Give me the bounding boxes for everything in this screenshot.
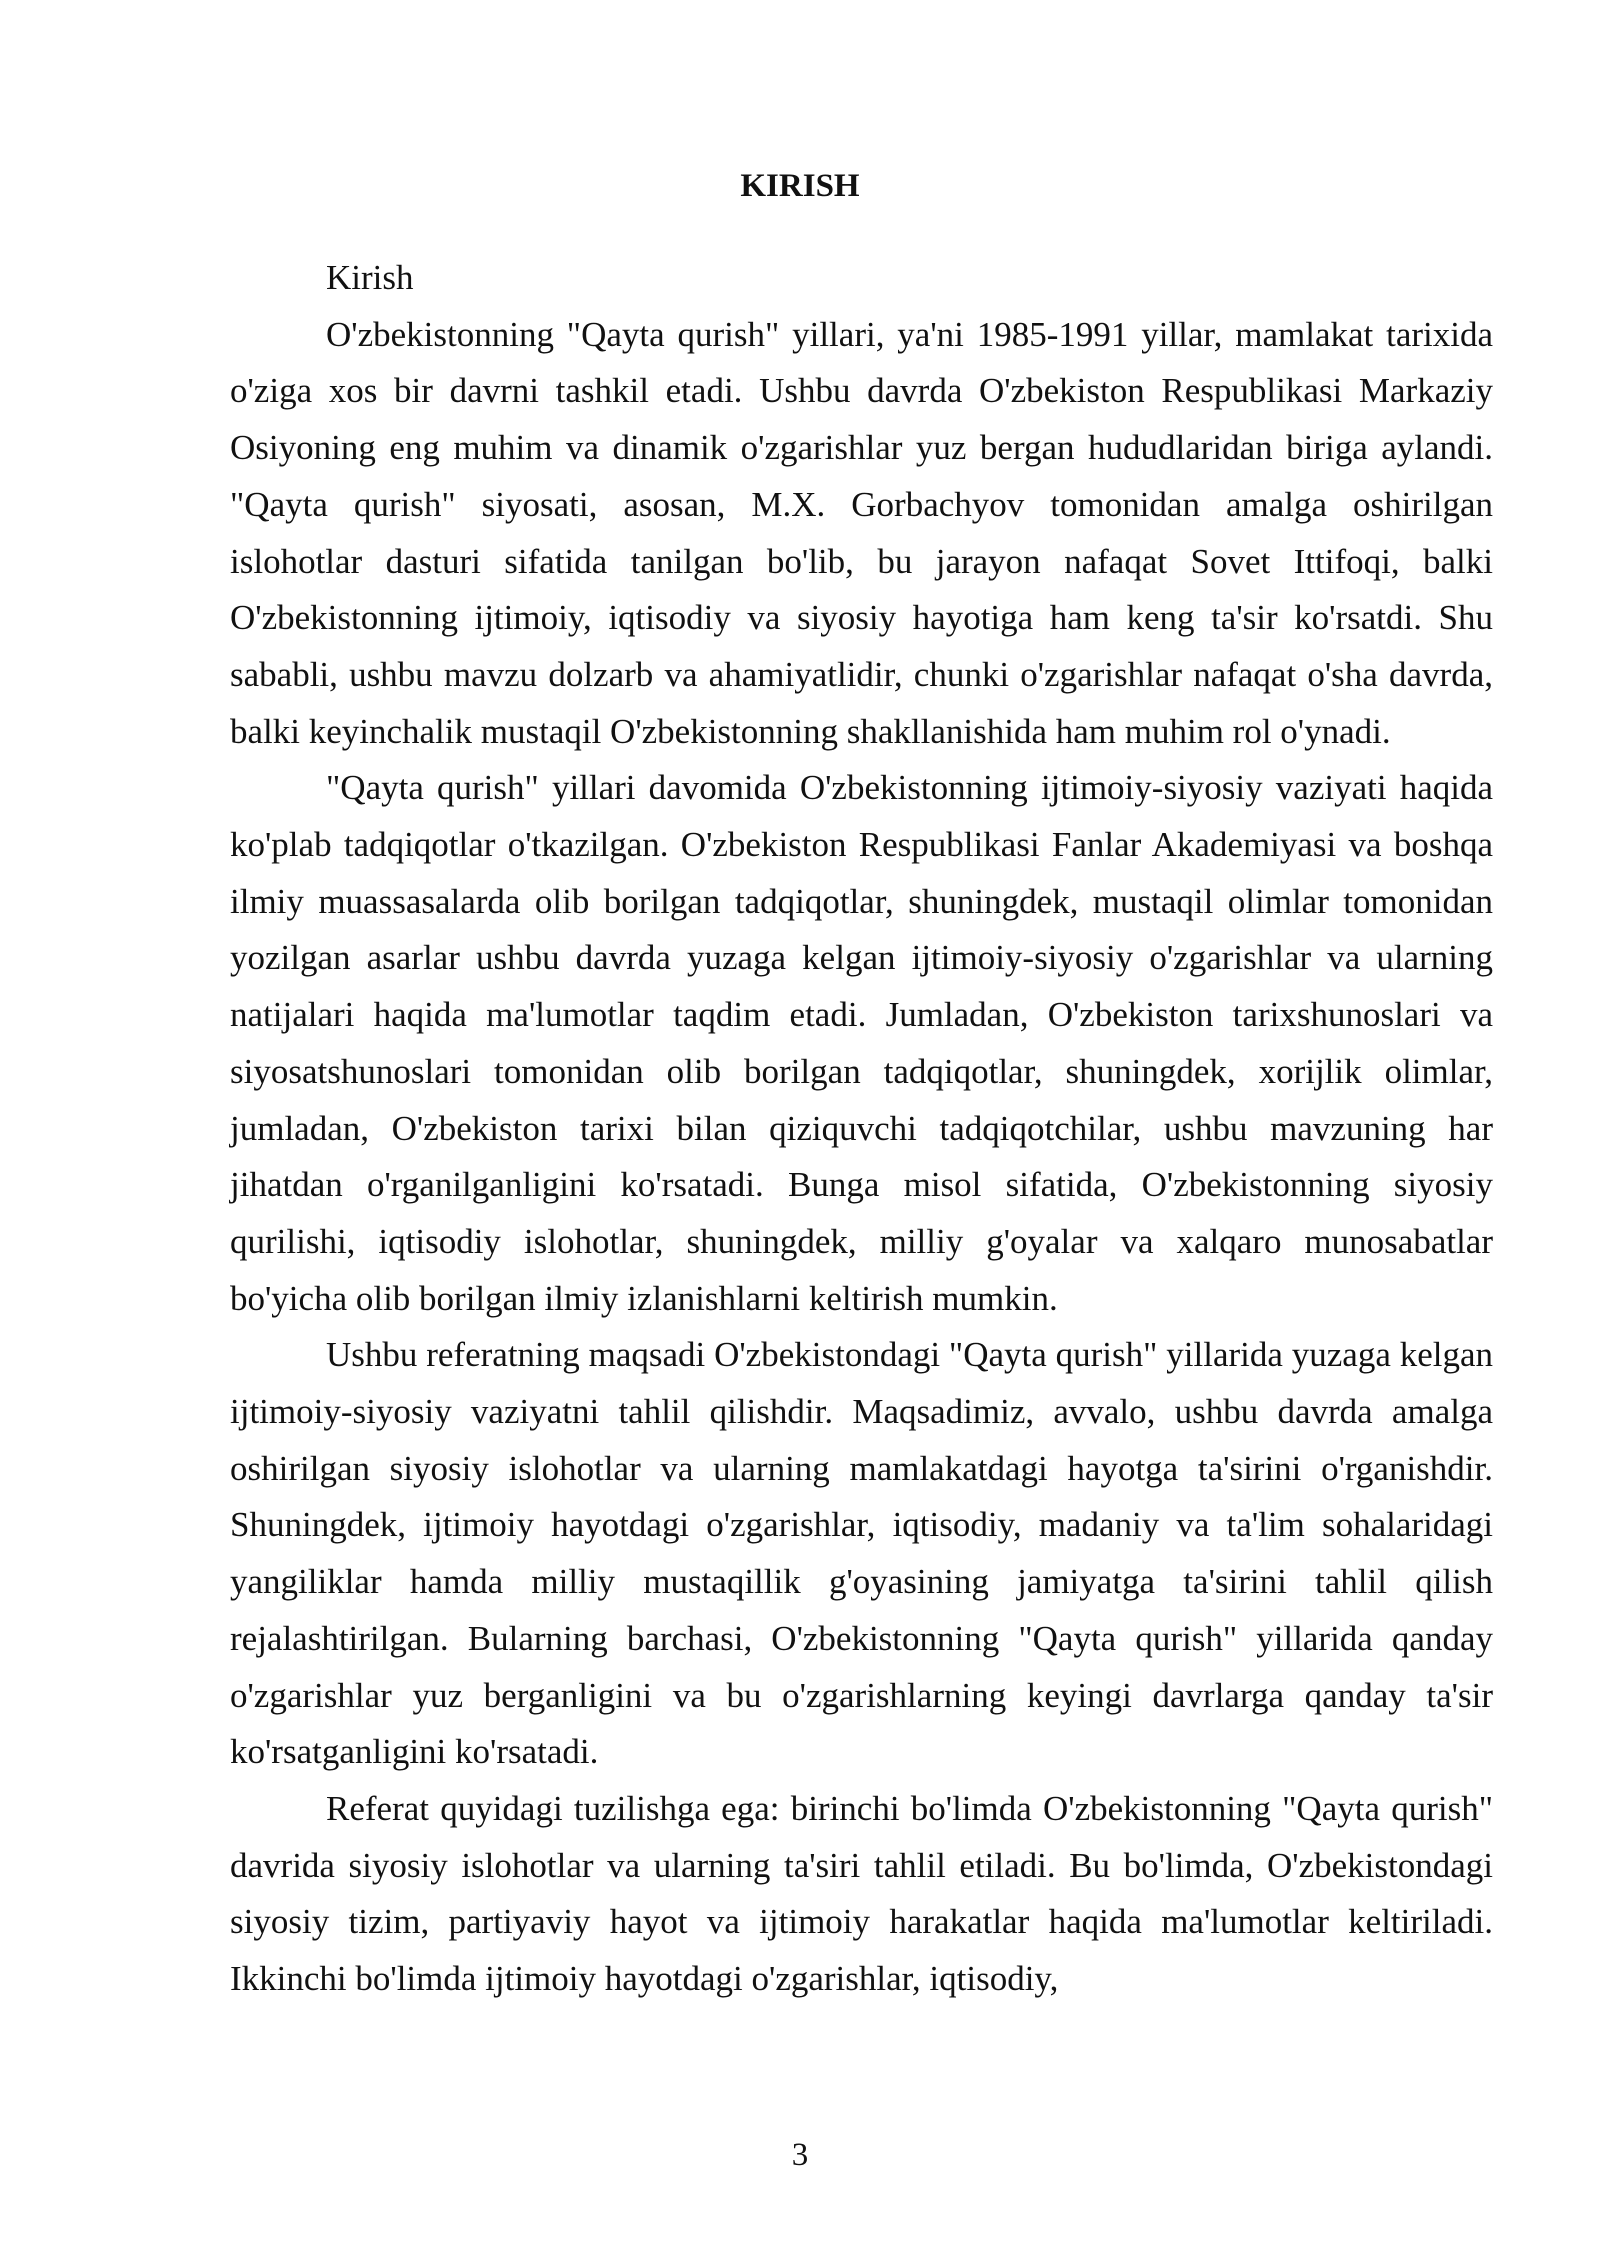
- paragraph-intro-label: Kirish: [326, 258, 414, 297]
- page-number: 3: [791, 2137, 809, 2173]
- document-body: [230, 250, 1493, 2008]
- paragraph-introduction: O'zbekistonning "Qayta qurish" yillari, ya'ni 1985-1991 yillar, mamlakat tarixida o'ziga xos bir davrni tashkil etadi. Ushbu davrda O'zbekiston Respublikasi Markaziy Osiyoning eng muhim va dinamik o'zgarishlar yuz bergan hududlaridan biriga aylandi. "Qayta qurish" siyosati, asosan, M.X. Gorbachyov tomonidan amalga oshirilgan islohotlar dasturi sifatida tanilgan bo'lib, bu jarayon nafaqat Sovet Ittifoqi, balki O'zbekistonning ijtimoiy, iqtisodiy va siyosiy hayotiga ham keng ta'sir ko'rsatdi. Shu sababli, ushbu mavzu dolzarb va ahamiyatlidir, chunki o'zgarishlar nafaqat o'sha davrda, balki keyinchalik mustaqil O'zbekistonning shakllanishida ham muhim rol o'ynadi.: [230, 314, 1493, 751]
- paragraph-purpose: Ushbu referatning maqsadi O'zbekistondagi "Qayta qurish" yillarida yuzaga kelgan ijtimoiy-siyosiy vaziyatni tahlil qilishdir. Maqsadimiz, avvalo, ushbu davrda amalga oshirilgan siyosiy islohotlar va ularning mamlakatdagi hayotga ta'sirini o'rganishdir. Shuningdek, ijtimoiy hayotdagi o'zgarishlar, iqtisodiy, madaniy va ta'lim sohalaridagi yangiliklar hamda milliy mustaqillik g'oyasining jamiyatga ta'sirini tahlil qilish rejalashtirilgan. Bularning barchasi, O'zbekistonning "Qayta qurish" yillarida qanday o'zgarishlar yuz berganligini va bu o'zgarishlarning keyingi davrlarga qanday ta'sir ko'rsatganligini ko'rsatadi.: [230, 1335, 1493, 1772]
- paragraph-research-overview: "Qayta qurish" yillari davomida O'zbekistonning ijtimoiy-siyosiy vaziyati haqida ko'plab tadqiqotlar o'tkazilgan. O'zbekiston Respublikasi Fanlar Akademiyasi va boshqa ilmiy muassasalarda olib borilgan tadqiqotlar, shuningdek, mustaqil olimlar tomonidan yozilgan asarlar ushbu davrda yuzaga kelgan ijtimoiy-siyosiy o'zgarishlar va ularning natijalari haqida ma'lumotlar taqdim etadi. Jumladan, O'zbekiston tarixshunoslari va siyosatshunoslari tomonidan olib borilgan tadqiqotlar, shuningdek, xorijlik olimlar, jumladan, O'zbekiston tarixi bilan qiziquvchi tadqiqotchilar, ushbu mavzuning har jihatdan o'rganilganligini ko'rsatadi. Bunga misol sifatida, O'zbekistonning siyosiy qurilishi, iqtisodiy islohotlar, shuningdek, milliy g'oyalar va xalqaro munosabatlar bo'yicha olib borilgan ilmiy izlanishlarni keltirish mumkin.: [230, 768, 1493, 1318]
- paragraph-structure: Referat quyidagi tuzilishga ega: birinchi bo'limda O'zbekistonning "Qayta qurish" davrida siyosiy islohotlar va ularning ta'siri tahlil etiladi. Bu bo'limda, O'zbekistondagi siyosiy tizim, partiyaviy hayot va ijtimoiy harakatlar haqida ma'lumotlar keltiriladi. Ikkinchi bo'limda ijtimoiy hayotdagi o'zgarishlar, iqtisodiy,: [230, 1788, 1493, 1999]
- page-heading: KIRISH: [740, 168, 860, 204]
